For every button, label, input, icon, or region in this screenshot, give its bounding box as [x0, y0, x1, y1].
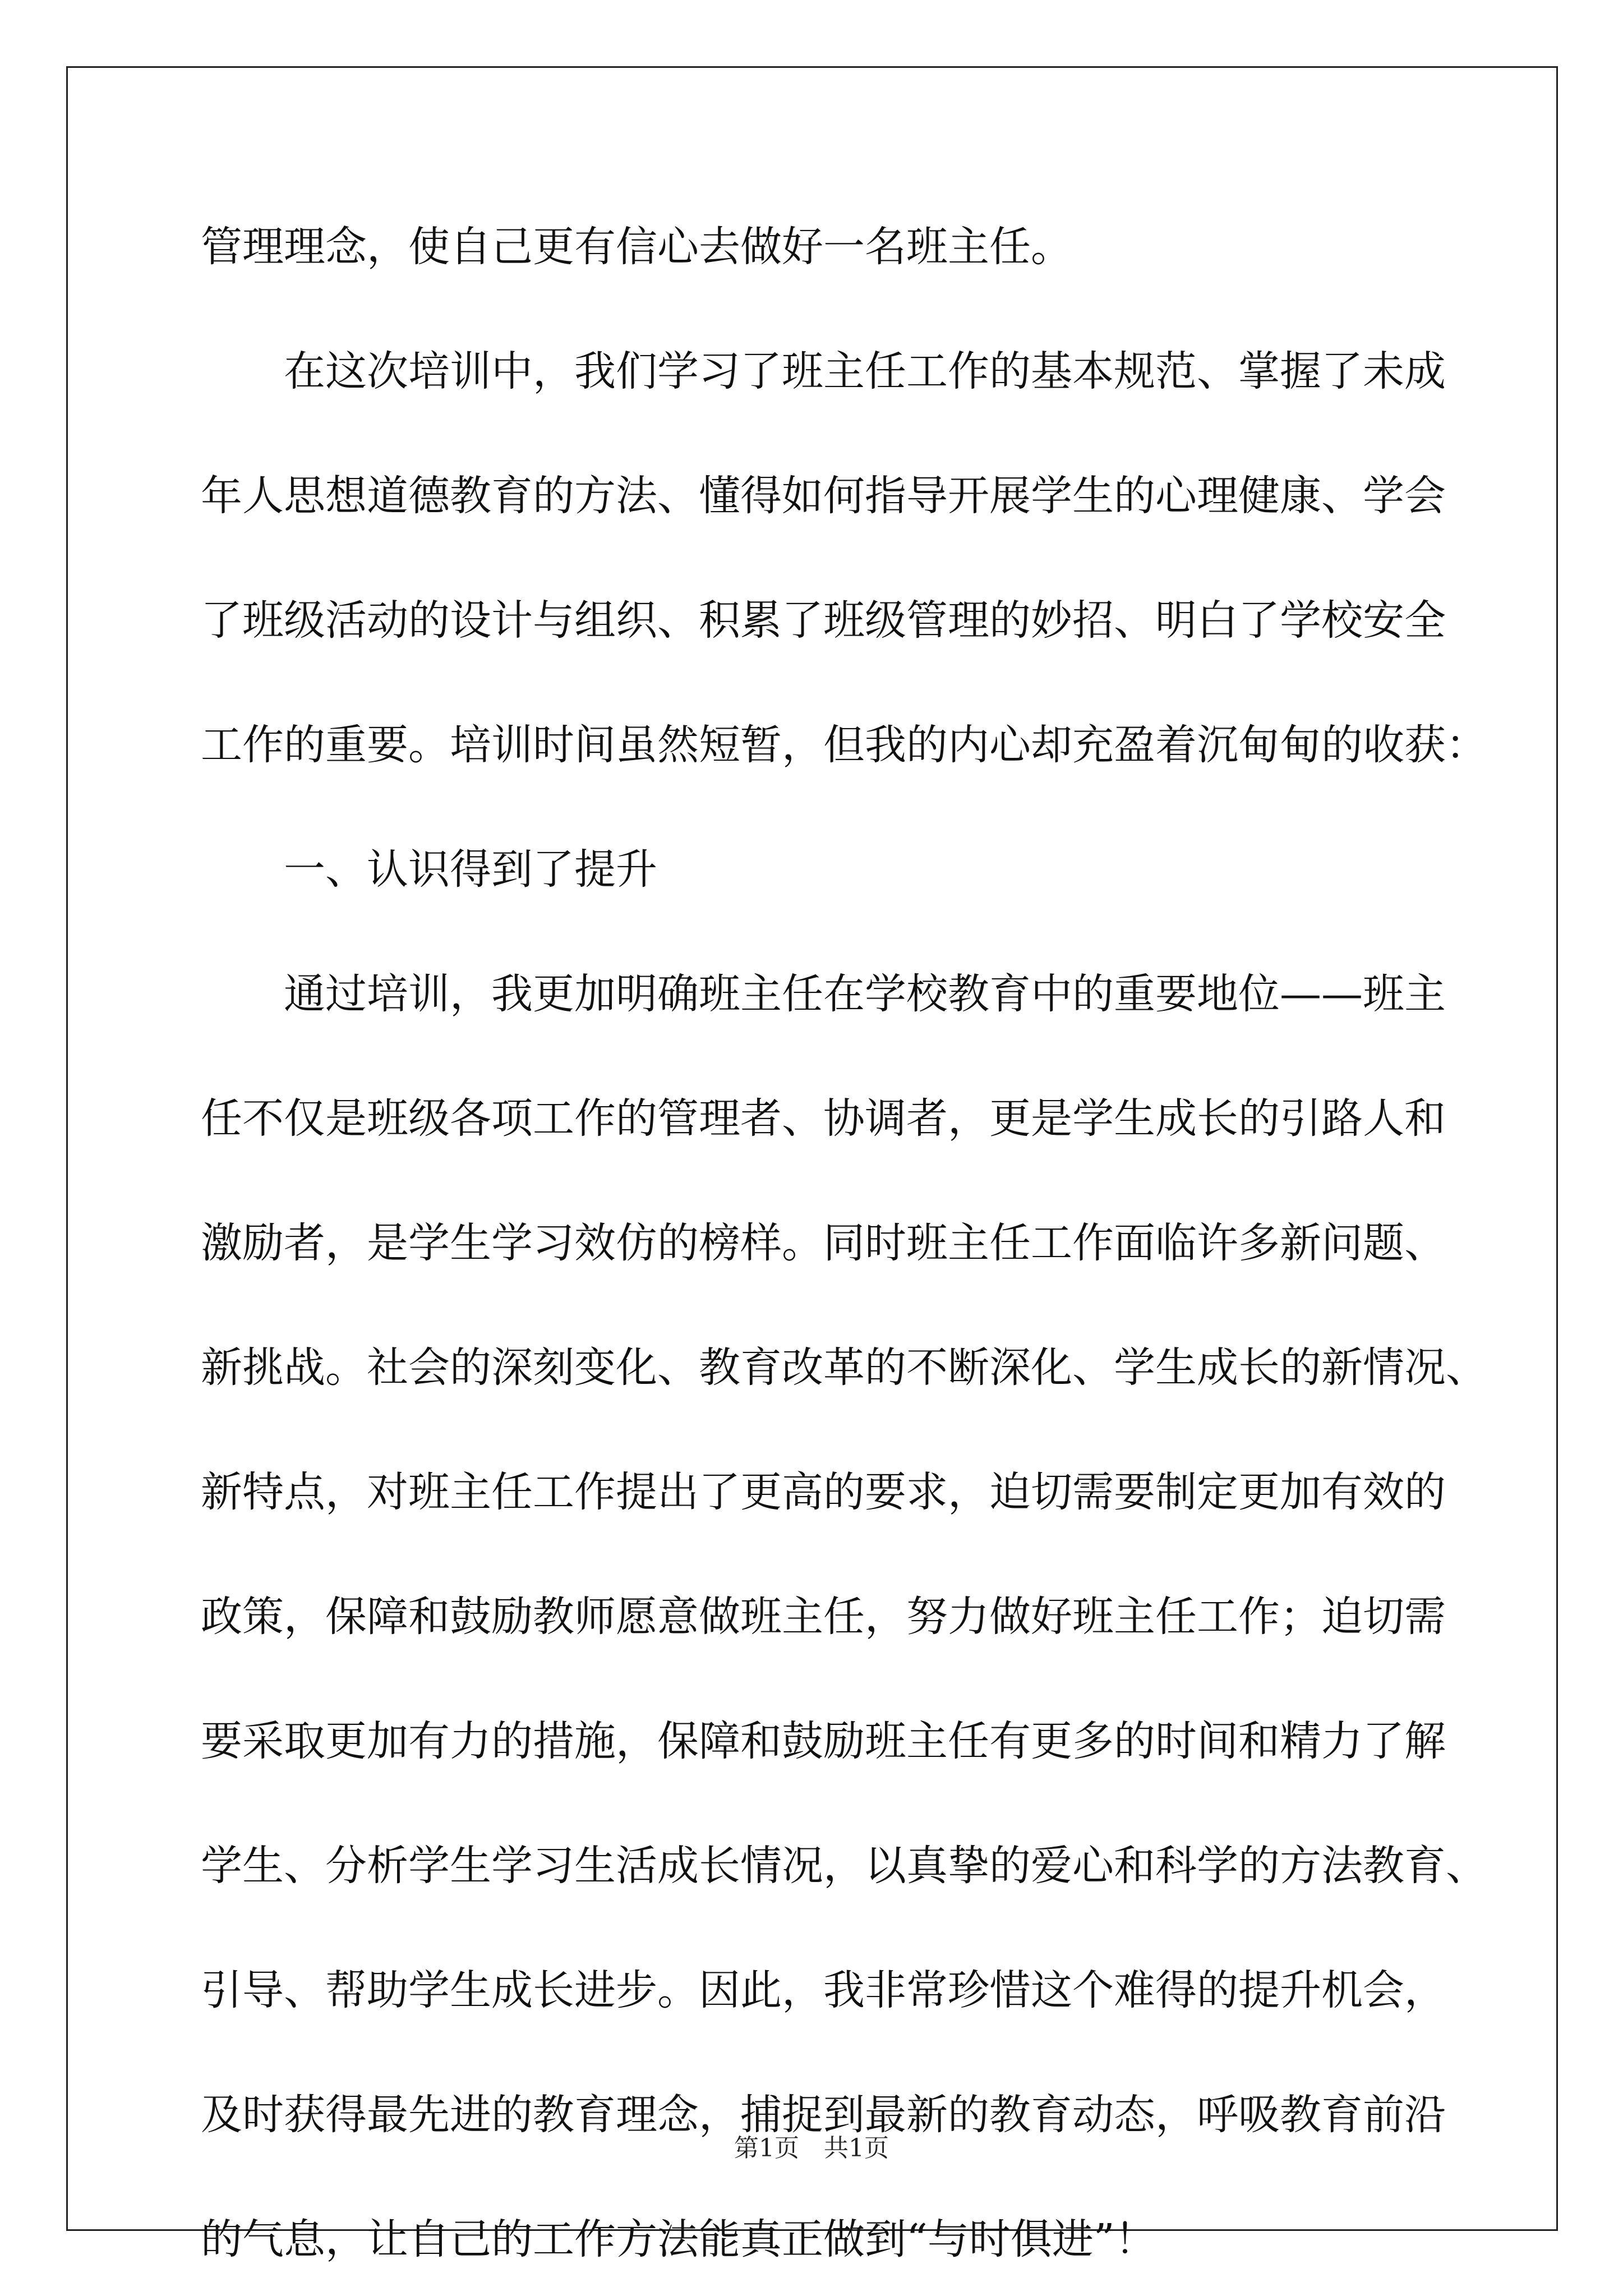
text-line-5: 工作的重要。培训时间虽然短暂，但我的内心却充盈着沉甸甸的收获： — [201, 721, 1487, 769]
text-line-12: 政策，保障和鼓励教师愿意做班主任，努力做好班主任工作；迫切需 — [201, 1593, 1446, 1641]
section-heading: 一、认识得到了提升 — [284, 845, 657, 894]
text-line-14: 学生、分析学生学习生活成长情况，以真挚的爱心和科学的方法教育、 — [201, 1842, 1487, 1890]
text-line-8: 任不仅是班级各项工作的管理者、协调者，更是学生成长的引路人和 — [201, 1094, 1446, 1143]
text-line-13: 要采取更加有力的措施，保障和鼓励班主任有更多的时间和精力了解 — [201, 1717, 1446, 1765]
text-line-10: 新挑战。社会的深刻变化、教育改革的不断深化、学生成长的新情况、 — [201, 1343, 1487, 1392]
text-line-4: 了班级活动的设计与组织、积累了班级管理的妙招、明白了学校安全 — [201, 596, 1446, 645]
text-line-2: 在这次培训中，我们学习了班主任工作的基本规范、掌握了未成 — [284, 347, 1446, 395]
text-line-1: 管理理念，使自己更有信心去做好一名班主任。 — [201, 223, 1072, 271]
page-footer: 第1页 共1页 — [734, 2134, 889, 2162]
text-line-7: 通过培训，我更加明确班主任在学校教育中的重要地位——班主 — [284, 970, 1446, 1018]
text-line-11: 新特点，对班主任工作提出了更高的要求，迫切需要制定更加有效的 — [201, 1468, 1446, 1516]
text-line-3: 年人思想道德教育的方法、懂得如何指导开展学生的心理健康、学会 — [201, 472, 1446, 520]
text-line-9: 激励者，是学生学习效仿的榜样。同时班主任工作面临许多新问题、 — [201, 1219, 1446, 1267]
text-line-15: 引导、帮助学生成长进步。因此，我非常珍惜这个难得的提升机会， — [201, 1966, 1446, 2014]
text-line-17: 的气息，让自己的工作方法能真正做到“与时俱进”！ — [201, 2215, 1156, 2263]
text-line-16: 及时获得最先进的教育理念，捕捉到最新的教育动态，呼吸教育前沿 — [201, 2091, 1446, 2139]
